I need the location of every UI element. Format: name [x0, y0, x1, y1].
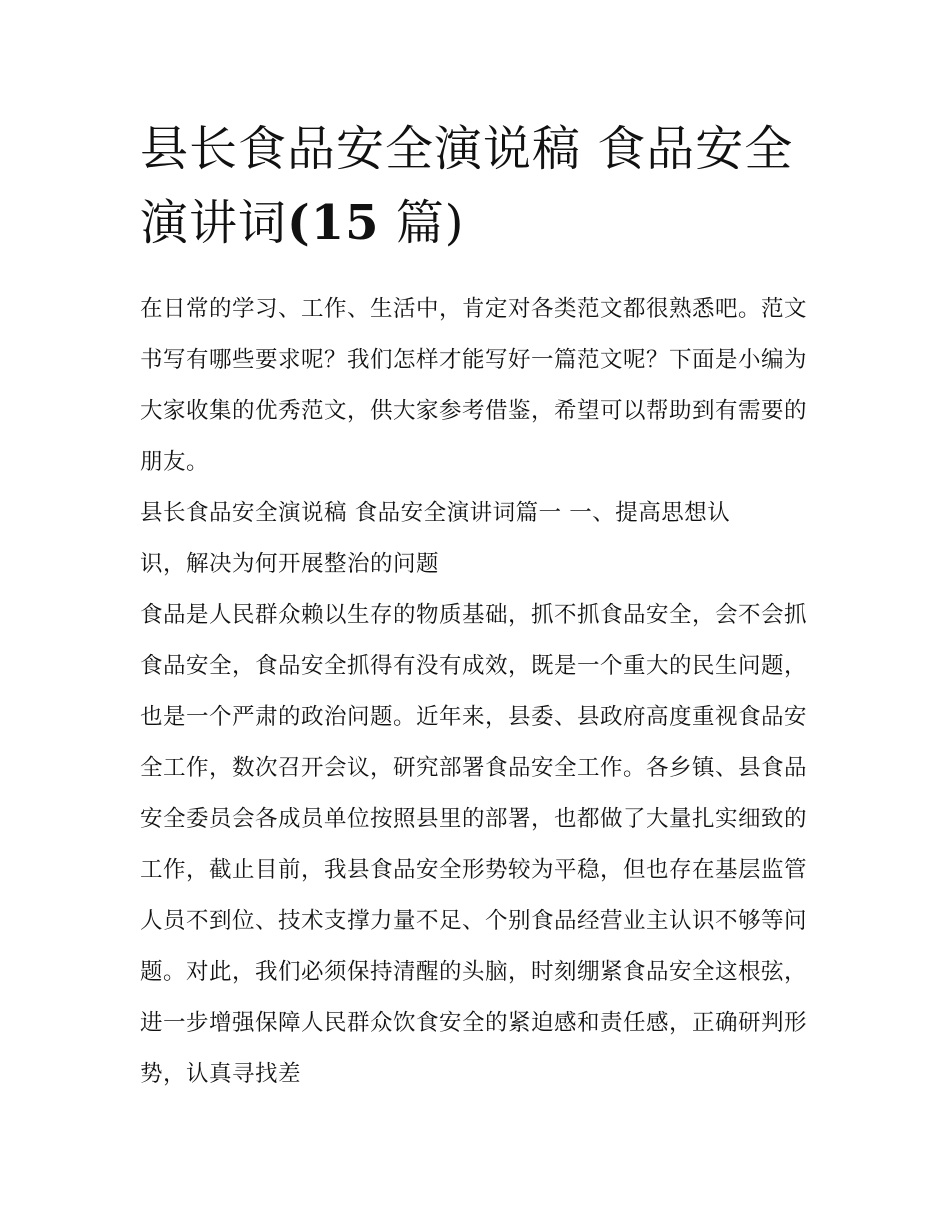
document-page	[140, 112, 820, 1100]
title-line-2-suffix: 篇)	[379, 195, 465, 251]
section-heading-line-1: 县长食品安全演说稿 食品安全演讲词篇一 一、提高思想认	[140, 500, 731, 526]
title-line-2-prefix: 演讲词	[140, 195, 288, 251]
intro-paragraph: 在日常的学习、工作、生活中，肯定对各类范文都很熟悉吧。范文书写有哪些要求呢？我们怎样才能写好一篇范文呢？下面是小编为大家收集的优秀范文，供大家参考借鉴，希望可以帮助到有需要的朋友。	[140, 296, 808, 475]
section-heading-line-2: 识，解决为何开展整治的问题	[140, 551, 440, 577]
title-line-1: 县长食品安全演说稿 食品安全	[140, 121, 794, 177]
title-line-2-number: (15	[287, 195, 380, 251]
document-title	[140, 112, 820, 260]
section-heading	[140, 488, 820, 590]
body-paragraph: 食品是人民群众赖以生存的物质基础，抓不抓食品安全，会不会抓食品安全，食品安全抓得有没有成效，既是一个重大的民生问题，也是一个严肃的政治问题。近年来，县委、县政府高度重视食品安全工作，数次召开会议，研究部署食品安全工作。各乡镇、县食品安全委员会各成员单位按照县里的部署，也都做了大量扎实细致的工作，截止目前，我县食品安全形势较为平稳，但也存在基层监管人员不到位、技术支撑力量不足、个别食品经营业主认识不够等问题。对此，我们必须保持清醒的头脑，时刻绷紧食品安全这根弦，进一步增强保障人民群众饮食安全的紧迫感和责任感，正确研判形势，认真寻找差	[140, 602, 808, 1087]
